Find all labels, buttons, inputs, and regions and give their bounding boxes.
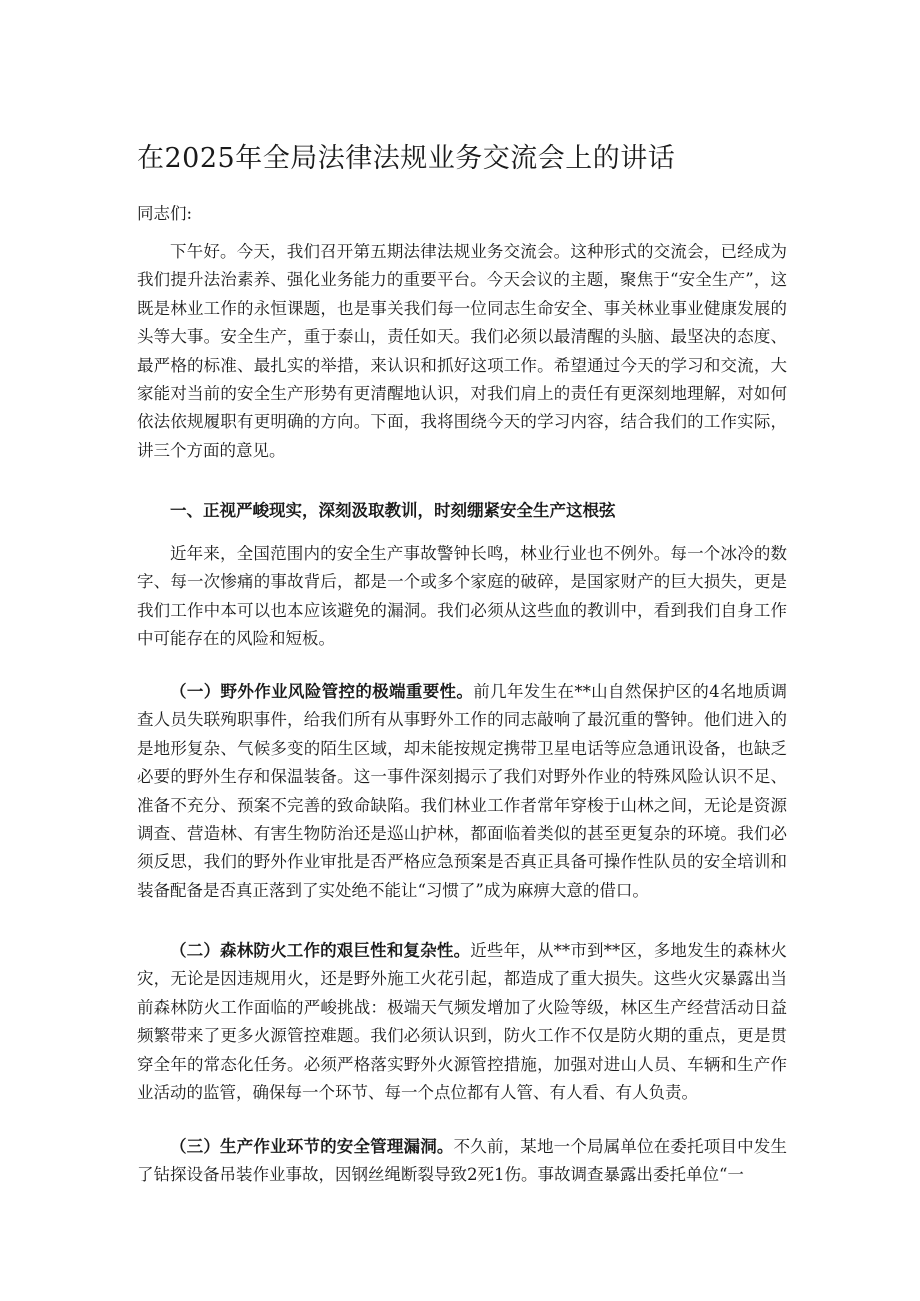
section-1-heading: 一、正视严峻现实，深刻汲取教训，时刻绷紧安全生产这根弦 (170, 501, 616, 520)
intro-paragraph: 下午好。今天，我们召开第五期法律法规业务交流会。这种形式的交流会，已经成为我们提升法治素养、强化业务能力的重要平台。今天会议的主题，聚焦于“安全生产”，这既是林业工作的永恒课题，也是事关我们每一位同志生命安全、事关林业事业健康发展的头等大事。安全生产，重于泰山，责任如天。我们必须以最清醒的头脑、最坚决的态度、最严格的标准、最扎实的举措，来认识和抓好这项工作。希望通过今天的学习和交流，大家能对当前的安全生产形势有更清醒地认识，对我们肩上的责任有更深刻地理解，对如何依法依规履职有更明确的方向。下面，我将围绕今天的学习内容，结合我们的工作实际，讲三个方面的意见。 (137, 242, 787, 460)
subsection-3-text: 不久前，某地一个局属单位在委托项目中发生了钻探设备吊装作业事故，因钢丝绳断裂导致2死1伤。事故调查暴露出委托单位“一 (137, 1137, 788, 1185)
subsection-2-text: 近些年，从**市到**区，多地发生的森林火灾，无论是因违规用火，还是野外施工火花引起，都造成了重大损失。这些火灾暴露出当前森林防火工作面临的严峻挑战：极端天气频发增加了火险等级，林区生产经营活动日益频繁带来了更多火源管控难题。我们必须认识到，防火工作不仅是防火期的重点，更是贯穿全年的常态化任务。必须严格落实野外火源管控措施，加强对进山人员、车辆和生产作业活动的监管，确保每一个环节、每一个点位都有人管、有人看、有人负责。 (137, 941, 788, 1103)
section-1-paragraph: 近年来，全国范围内的安全生产事故警钟长鸣，林业行业也不例外。每一个冰冷的数字、每一次惨痛的事故背后，都是一个或多个家庭的破碎，是国家财产的巨大损失，更是我们工作中本可以也本应该避免的漏洞。我们必须从这些血的教训中，看到我们自身工作中可能存在的风险和短板。 (137, 544, 787, 649)
salutation: 同志们: (137, 204, 193, 223)
document-title: 在2025年全局法律法规业务交流会上的讲话 (137, 143, 676, 174)
subsection-3-paragraph (137, 1133, 787, 1190)
subsection-1-heading: （一）野外作业风险管控的极端重要性。 (170, 682, 474, 701)
subsection-1-text: 前几年发生在**山自然保护区的4名地质调查人员失联殉职事件，给我们所有从事野外工作的同志敲响了最沉重的警钟。他们进入的是地形复杂、气候多变的陌生区域，却未能按规定携带卫星电话等应急通讯设备，也缺乏必要的野外生存和保温装备。这一事件深刻揭示了我们对野外作业的特殊风险认识不足、准备不充分、预案不完善的致命缺陷。我们林业工作者常年穿梭于山林之间，无论是资源调查、营造林、有害生物防治还是巡山护林，都面临着类似的甚至更复杂的环境。我们必须反思，我们的野外作业审批是否严格应急预案是否真正具备可操作性队员的安全培训和装备配备是否真正落到了实处绝不能让“习惯了”成为麻痹大意的借口。 (137, 682, 787, 900)
subsection-1-paragraph (137, 678, 787, 905)
subsection-3-heading: （三）生产作业环节的安全管理漏洞。 (170, 1137, 454, 1156)
document-page (137, 0, 787, 1301)
subsection-2-heading: （二）森林防火工作的艰巨性和复杂性。 (170, 941, 471, 960)
subsection-2-paragraph (137, 937, 787, 1107)
